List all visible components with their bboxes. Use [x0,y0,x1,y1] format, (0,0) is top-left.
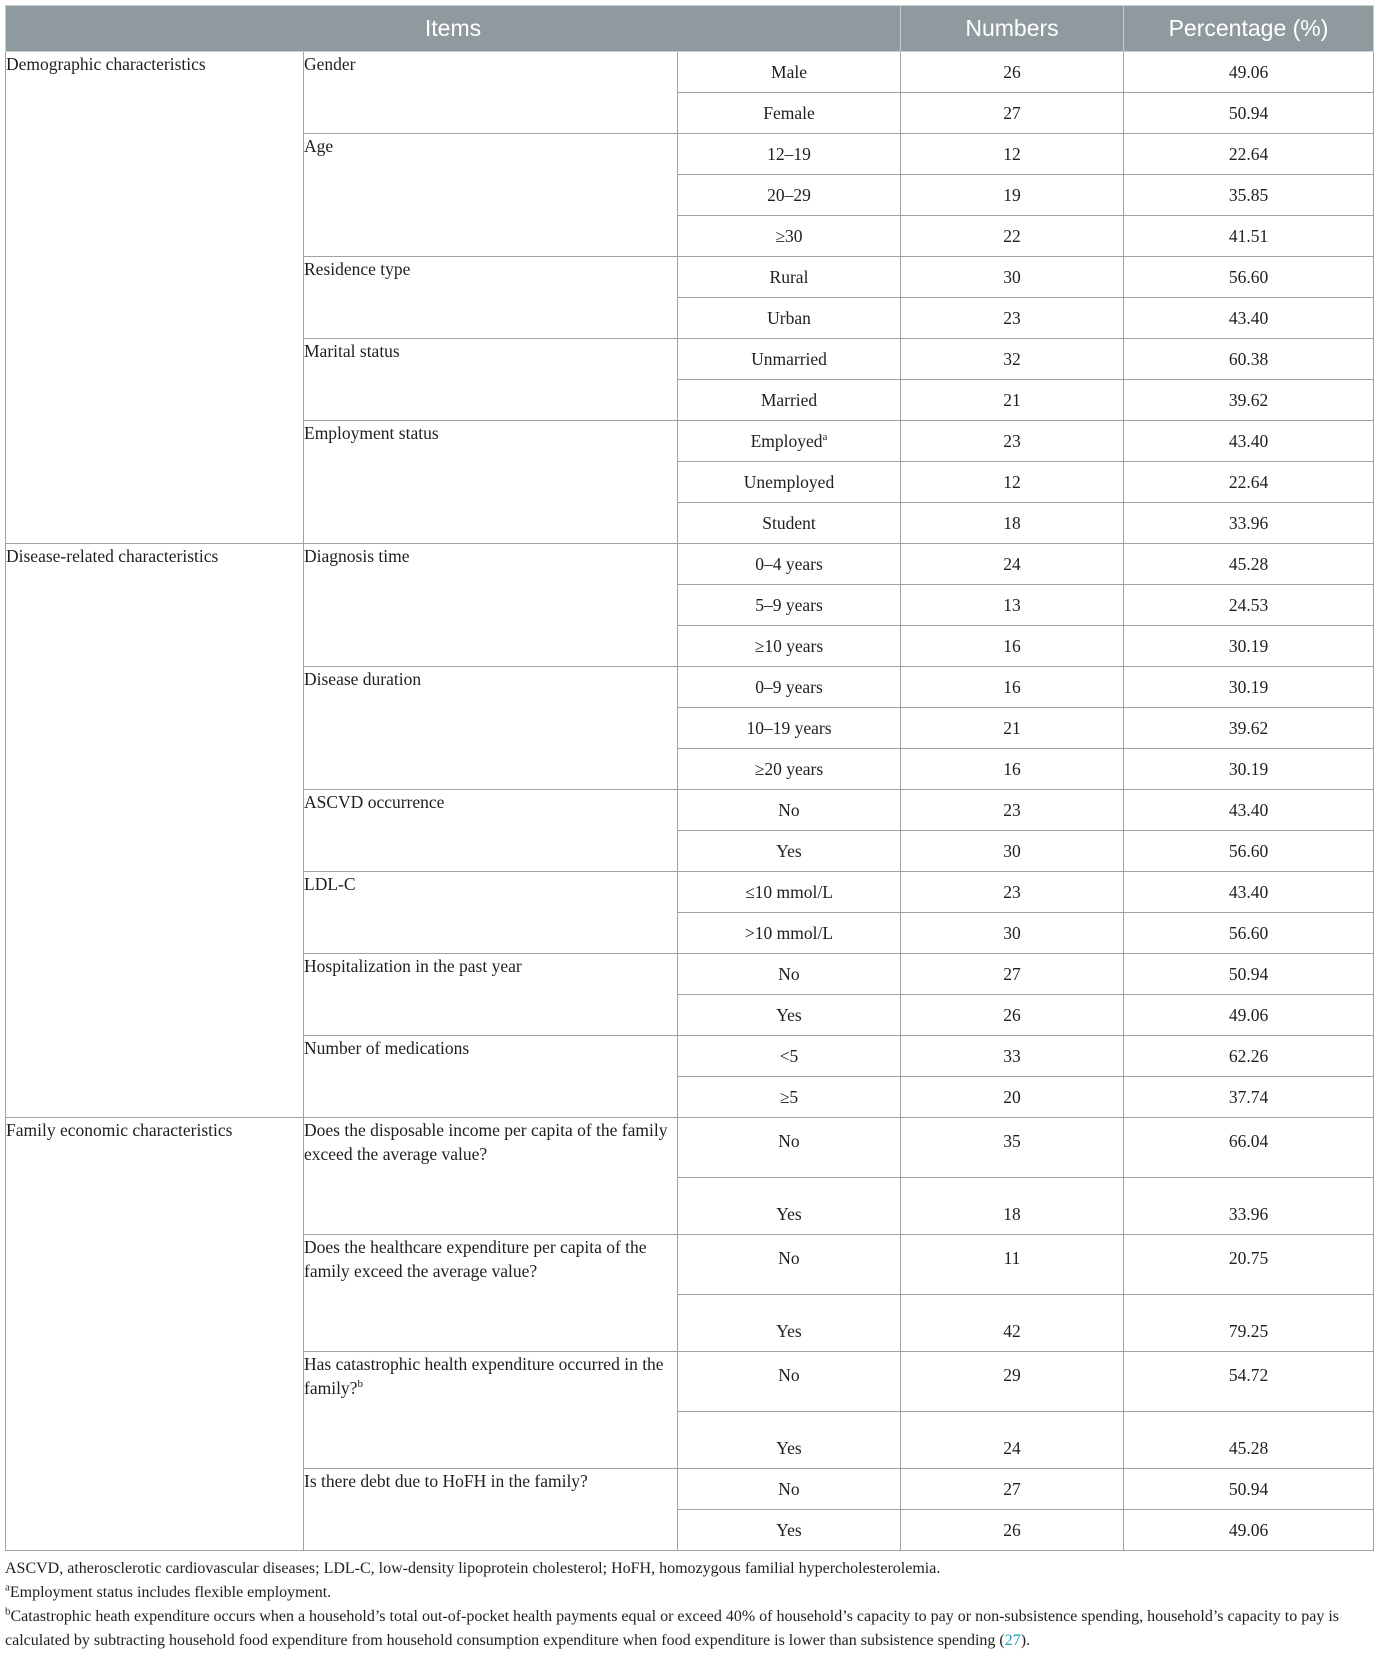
option-label: 0–9 years [755,677,823,697]
option-label: Employed [750,431,823,451]
item-label: Number of medications [304,1038,470,1058]
abbreviations-note: ASCVD, atherosclerotic cardiovascular diseases; LDL-C, low-density lipoprotein cholesterol; HoFH, homozygous familial hypercholesterolemia. [5,1560,941,1577]
option-cell [678,1469,901,1510]
number-cell: 26 [901,1510,1124,1551]
header-row [6,6,1374,52]
option-label: No [778,1365,800,1385]
table-row [6,52,1374,93]
item-label: Disease duration [304,669,422,689]
percentage-cell: 20.75 [1124,1235,1374,1295]
option-cell [678,462,901,503]
item-cell [304,421,678,544]
item-cell [304,872,678,954]
option-cell [678,93,901,134]
option-cell [678,995,901,1036]
option-label: ≥10 years [754,636,824,656]
option-label: Male [771,62,807,82]
percentage-cell: 35.85 [1124,175,1374,216]
option-cell [678,831,901,872]
percentage-cell: 54.72 [1124,1352,1374,1412]
number-cell: 23 [901,872,1124,913]
option-label: Married [760,390,818,410]
option-label: 5–9 years [755,595,823,615]
number-cell: 32 [901,339,1124,380]
percentage-cell: 43.40 [1124,872,1374,913]
number-cell: 27 [901,1469,1124,1510]
item-label: Residence type [304,259,411,279]
percentage-cell: 56.60 [1124,257,1374,298]
option-label: Student [762,513,816,533]
option-label: Female [763,103,815,123]
option-label: No [778,1248,800,1268]
option-label: <5 [779,1046,799,1066]
option-label: Rural [769,267,809,287]
number-cell: 35 [901,1118,1124,1178]
option-label: 12–19 [767,144,811,164]
option-label: ≥30 [775,226,803,246]
item-label: Diagnosis time [304,546,410,566]
number-cell: 27 [901,93,1124,134]
option-cell [678,626,901,667]
percentage-cell: 22.64 [1124,134,1374,175]
percentage-cell: 50.94 [1124,93,1374,134]
number-cell: 24 [901,544,1124,585]
item-label: Is there debt due to HoFH in the family? [304,1471,588,1491]
option-cell [678,257,901,298]
number-cell: 33 [901,1036,1124,1077]
option-label: No [778,1131,800,1151]
number-cell: 16 [901,626,1124,667]
footnote-a-text: Employment status includes flexible employment. [9,1584,332,1601]
option-cell [678,216,901,257]
characteristics-table [5,5,1374,1551]
footnote-mark: a [822,431,828,444]
number-cell: 22 [901,216,1124,257]
percentage-cell: 56.60 [1124,913,1374,954]
percentage-cell: 30.19 [1124,626,1374,667]
table-container [5,5,1373,1653]
percentage-cell: 62.26 [1124,1036,1374,1077]
percentage-cell: 79.25 [1124,1295,1374,1352]
number-cell: 21 [901,380,1124,421]
number-cell: 12 [901,462,1124,503]
option-label: Urban [767,308,811,328]
option-cell [678,1510,901,1551]
option-cell [678,1352,901,1412]
option-label: No [778,800,800,820]
option-label: ≥20 years [754,759,824,779]
percentage-cell: 30.19 [1124,667,1374,708]
item-label: Does the healthcare expenditure per capita of the family exceed the average value? [304,1237,647,1281]
option-cell [678,585,901,626]
item-cell [304,954,678,1036]
category-cell: Demographic characteristics [6,52,304,544]
number-cell: 21 [901,708,1124,749]
option-cell [678,503,901,544]
percentage-cell: 41.51 [1124,216,1374,257]
item-cell [304,790,678,872]
percentage-cell: 45.28 [1124,544,1374,585]
percentage-cell: 49.06 [1124,52,1374,93]
footnote-b-end: ). [1020,1632,1031,1649]
number-cell: 18 [901,1178,1124,1235]
option-cell [678,1118,901,1178]
option-cell [678,1295,901,1352]
option-label: ≥5 [779,1087,799,1107]
number-cell: 12 [901,134,1124,175]
number-cell: 23 [901,790,1124,831]
header-items: Items [6,6,901,52]
item-label: Hospitalization in the past year [304,956,522,976]
percentage-cell: 50.94 [1124,1469,1374,1510]
footnote-b [5,1605,1367,1653]
option-label: Unmarried [751,349,827,369]
table-row [6,544,1374,585]
option-label: 20–29 [767,185,811,205]
number-cell: 20 [901,1077,1124,1118]
number-cell: 24 [901,1412,1124,1469]
percentage-cell: 39.62 [1124,708,1374,749]
item-cell [304,544,678,667]
footnote-a-mark: a [5,1581,10,1594]
number-cell: 23 [901,298,1124,339]
number-cell: 26 [901,52,1124,93]
item-label: Employment status [304,423,439,443]
option-label: Yes [776,1005,802,1025]
number-cell: 16 [901,667,1124,708]
percentage-cell: 56.60 [1124,831,1374,872]
percentage-cell: 37.74 [1124,1077,1374,1118]
option-cell [678,1412,901,1469]
item-cell [304,1469,678,1551]
option-cell [678,1178,901,1235]
header-percentage: Percentage (%) [1124,6,1374,52]
percentage-cell: 49.06 [1124,1510,1374,1551]
option-cell [678,954,901,995]
number-cell: 27 [901,954,1124,995]
percentage-cell: 33.96 [1124,1178,1374,1235]
reference-link-27[interactable]: 27 [1004,1632,1021,1649]
option-cell [678,667,901,708]
category-cell: Disease-related characteristics [6,544,304,1118]
option-cell [678,1077,901,1118]
number-cell: 11 [901,1235,1124,1295]
percentage-cell: 60.38 [1124,339,1374,380]
item-label: Marital status [304,341,400,361]
number-cell: 13 [901,585,1124,626]
option-cell [678,1036,901,1077]
percentage-cell: 50.94 [1124,954,1374,995]
item-label: LDL-C [304,874,356,894]
number-cell: 19 [901,175,1124,216]
option-label: 0–4 years [755,554,823,574]
item-label: Has catastrophic health expenditure occurred in the family? [304,1354,664,1398]
item-cell [304,134,678,257]
item-label: Does the disposable income per capita of the family exceed the average value? [304,1120,668,1164]
option-label: ≤10 mmol/L [745,882,833,902]
footnote-b-mark: b [5,1605,11,1618]
percentage-cell: 22.64 [1124,462,1374,503]
option-label: No [778,1479,800,1499]
option-label: No [778,964,800,984]
number-cell: 30 [901,913,1124,954]
item-cell [304,52,678,134]
option-cell [678,421,901,462]
item-label: Gender [304,54,356,74]
percentage-cell: 49.06 [1124,995,1374,1036]
number-cell: 26 [901,995,1124,1036]
option-cell [678,913,901,954]
option-label: Yes [776,841,802,861]
category-cell: Family economic characteristics [6,1118,304,1551]
number-cell: 30 [901,257,1124,298]
item-cell [304,667,678,790]
item-cell [304,1036,678,1118]
item-cell [304,1352,678,1469]
item-label: Age [304,136,334,156]
percentage-cell: 33.96 [1124,503,1374,544]
percentage-cell: 30.19 [1124,749,1374,790]
option-cell [678,175,901,216]
option-cell [678,544,901,585]
option-label: Yes [776,1321,802,1341]
percentage-cell: 24.53 [1124,585,1374,626]
option-label: 10–19 years [746,718,832,738]
number-cell: 16 [901,749,1124,790]
option-label: >10 mmol/L [744,923,834,943]
item-cell [304,339,678,421]
option-cell [678,708,901,749]
item-cell [304,1235,678,1352]
percentage-cell: 43.40 [1124,298,1374,339]
percentage-cell: 43.40 [1124,421,1374,462]
number-cell: 23 [901,421,1124,462]
number-cell: 18 [901,503,1124,544]
option-cell [678,52,901,93]
number-cell: 29 [901,1352,1124,1412]
table-row [6,1118,1374,1178]
number-cell: 30 [901,831,1124,872]
option-cell [678,298,901,339]
option-cell [678,1235,901,1295]
item-label: ASCVD occurrence [304,792,445,812]
option-cell [678,872,901,913]
percentage-cell: 66.04 [1124,1118,1374,1178]
footnote-a [5,1581,1367,1605]
percentage-cell: 45.28 [1124,1412,1374,1469]
option-label: Yes [776,1204,802,1224]
option-label: Unemployed [743,472,835,492]
footnote-mark: b [357,1378,363,1391]
table-body [6,52,1374,1551]
footnote-b-text: Catastrophic heath expenditure occurs when a household’s total out-of-pocket health payments equal or exceed 40% of household’s capacity to pay or non-subsistence spending, household’s capacity to pay is calculated by subtracting household food expenditure from household consumption expenditure when food expenditure is lower than subsistence spending ( [5,1608,1340,1649]
option-cell [678,134,901,175]
option-label: Yes [776,1520,802,1540]
option-cell [678,380,901,421]
header-numbers: Numbers [901,6,1124,52]
table-footnotes [5,1557,1367,1653]
option-label: Yes [776,1438,802,1458]
item-cell [304,1118,678,1235]
number-cell: 42 [901,1295,1124,1352]
option-cell [678,790,901,831]
option-cell [678,339,901,380]
percentage-cell: 43.40 [1124,790,1374,831]
option-cell [678,749,901,790]
percentage-cell: 39.62 [1124,380,1374,421]
item-cell [304,257,678,339]
